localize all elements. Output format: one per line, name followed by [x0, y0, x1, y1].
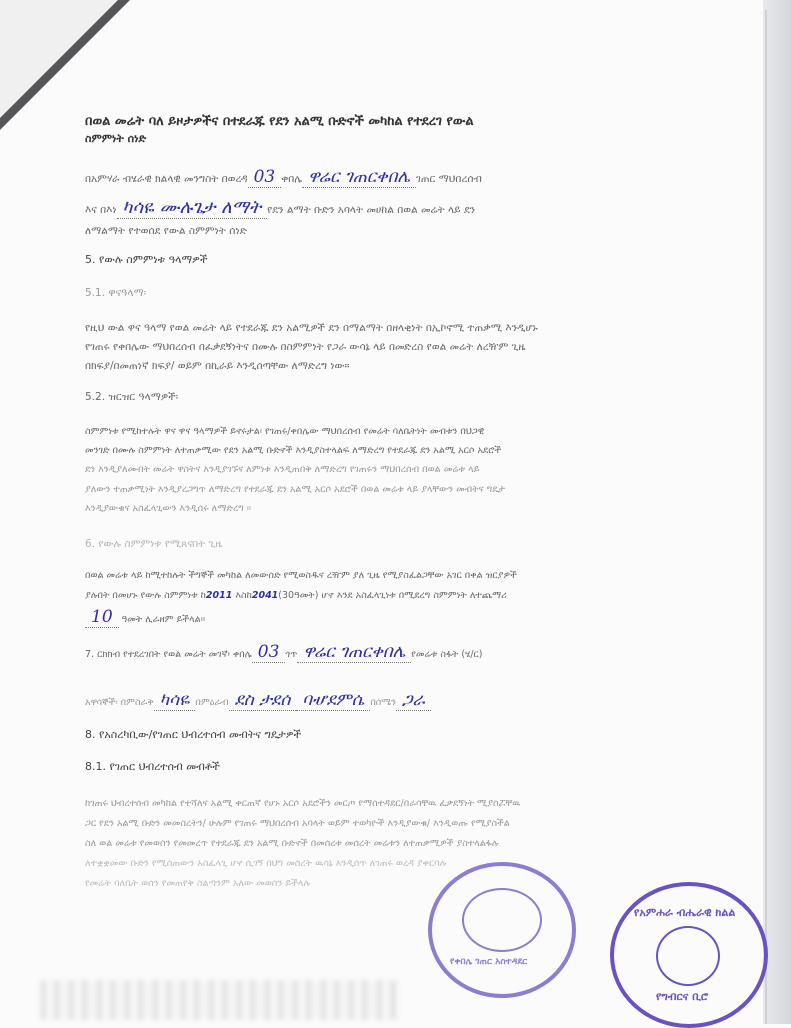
section7-line — [85, 642, 483, 662]
section5-2-paragraph-line: ያለውን ተጠቃሚነት እንዲያረጋግጥ ለማድረግ የተደራጁ ደን አልሚ አርሶ አደሮች በወል መሬቱ ላይ ያላቸውን መብትና ግዴታ — [85, 484, 506, 495]
section6-text: (30ዓመት) ሆኖ እንደ አስፈላጊነቱ በሚደረግ ስምምነት ለተጨማሪ — [278, 590, 507, 601]
north-boundary-handwritten: ባሇደምሴ — [296, 690, 370, 711]
section5-heading: 5. የውሉ ስምምነቱ ዓላማዎች — [85, 253, 208, 266]
section5-2-paragraph-line: ደን እንዲያለሙበት መሬት ዋስትና እንዲያገኙና ለምነቱ እንዲጠበቅ ለማድረግ የገጠሩን ማህበረሰብ በወል መሬቱ ላይ — [85, 464, 480, 475]
boundaries-line — [85, 690, 431, 710]
bleed-through-text — [40, 980, 400, 1020]
document-title-line1: በወል መሬት ባለ ይዞታዎችና በተደራጁ የደን አልሚ ቡድኖች መካከል የተደረገ የውል — [85, 114, 474, 129]
section6-text: እስከ — [235, 590, 252, 601]
page-edge-line — [765, 10, 767, 1024]
section5-1-paragraph-line: የዚህ ውል ዋና ዓላማ የወል መሬት ላይ የተደራጁ ደን አልሚዎች ደን በማልማት በዘላቂነት በኢኮኖሚ ተጠቃሚ እንዲሆኑ — [85, 322, 538, 334]
section8-heading: 8. የአስረካቢው/የገጠር ህብረተሰብ መብትና ግዴታዎች — [85, 728, 302, 741]
woreda-label: ወረዳ — [227, 173, 248, 185]
section6-text: ዓመት ሊራዘም ይችላል። — [121, 614, 206, 625]
document-title-line2: ስምምነት ሰነድ — [85, 132, 147, 145]
intro-line3: ለማልማት የተወሰደ የውል ስምምነት ሰነድ — [85, 225, 247, 237]
section8-paragraph-line: ስለ ወል መሬቱ የመወሰን የመመረጥ የተደራጁ ደን አልሚ ቡድኖች በመሰረቱ መሰረት መሬቱን ለተጠቃሚዎች ያስተላልፋሉ — [85, 838, 499, 849]
section7-label: 7. ርክክብ የተደረገበት የወል መሬት መገኛ፡ ቀበሌ — [85, 649, 252, 660]
kebele-label: ቀበሌ — [281, 173, 303, 185]
west-label: በምዕራብ — [195, 697, 229, 708]
section7-got-handwritten: ዋሬር ገጠርቀበሌ — [297, 642, 411, 663]
section8-paragraph-line: ለተቋቋመው ቡድን የሚሰጠውን አስፈላጊ ሆኖ ሲገኝ በህግ መሰረት ዉሳኔ እንዲሰጥ ለገጠሩ ወረዳ ያቀርባሉ — [85, 858, 447, 869]
section6-paragraph-line — [85, 607, 206, 627]
extension-years-handwritten: 10 — [85, 607, 119, 628]
kebele-stamp — [428, 862, 576, 998]
section8-paragraph-line: ጋር የደን አልሚ ቡድን መመስረትን/ ሁሉም የገጠሩ ማህበረሰብ አባላት ወይም ተወካዮች እንዲያውቁ/ እንዲወጡ የሚያስችል — [85, 818, 510, 829]
stamp-top-text: የአምሐራ ብሔራዊ ክልል — [634, 906, 736, 919]
intro-line1 — [85, 167, 482, 187]
kebele-handwritten: ዋሬር ገጠርቀበሌ — [302, 167, 416, 188]
section8-1-heading: 8.1. የገጠር ህብረተሰብ መብቶች — [85, 760, 220, 773]
got-label: ጎጥ — [285, 649, 298, 660]
section5-2-paragraph-line: እንዲያውቁና አስፈላጊውን እንዲሰሩ ለማድረግ ። — [85, 503, 252, 514]
section5-1-paragraph-line: በክፍያ/በመጠነኛ ክፍያ/ ወይም በኪራይ እንዲሰጣቸው ለማድረግ ነው። — [85, 360, 350, 372]
section8-paragraph-line: የመሬት ባለቤት ወሰን የመጠየቅ ስልጣንም አለው መወሰን ይችላሉ — [85, 878, 311, 889]
kebele-stamp-text: የቀበሌ ገጠር አስተዳደር — [450, 957, 528, 967]
from-year-handwritten: 2011 — [205, 590, 233, 601]
section6-heading: 6. የውሉ ስምምነቱ የሚጸናበት ጊዜ — [85, 538, 223, 550]
intro-line2 — [85, 197, 476, 218]
section6-paragraph-line: በወል መሬቱ ላይ ከሚተከሉት ችግኞች መካከል ለመውሰድ የሚወስዱና ረዥም ያለ ጊዜ የሚያስፈልጋቸው አገር በቀል ዝርያዎች — [85, 570, 517, 581]
folded-corner-paper — [0, 0, 118, 118]
agriculture-office-stamp — [610, 882, 768, 1028]
page-edge — [763, 0, 791, 1024]
section5-2-heading: 5.2. ዝርዝር ዓላማዎች፡ — [85, 391, 179, 403]
section5-1-paragraph-line: የገጠሩ የቀበሌው ማህበረሰብ በፈቃደኝነትና በሙሉ በስምምነት የጋራ ውሳኔ ላይ በመድረስ የወል መሬት ለረዥም ጊዜ — [85, 341, 526, 353]
section7-kebele-handwritten: 03 — [252, 642, 286, 663]
section6-paragraph-line — [85, 589, 507, 603]
stamp-bottom-text: የግብርና ቢሮ — [656, 990, 709, 1003]
intro-and-label: እና በእነ — [85, 204, 117, 216]
section5-1-heading: 5.1. ዋናዓላማ፡ — [85, 287, 147, 299]
area-label: የመሬቱ ስፋት (ሄ/ር) — [411, 649, 483, 660]
section5-2-paragraph-line: ስምምነቱ የሚከተሉት ዋና ዋና ዓላማዎች ይኖሩታል፡ የገጠሩ/ቀበሌው ማህበረሰብ የመሬት ባለቤትነት መብቱን በህጋዊ — [85, 426, 485, 437]
intro-group-text: የደን ልማት ቡድን አባላት መሀከል በወል መሬት ላይ ደን — [267, 204, 476, 216]
group-name-handwritten: ካሳዬ ሙሉጌታ ለማት — [117, 197, 268, 219]
east-boundary-handwritten: ካሳዬ — [154, 690, 196, 711]
west-boundary-handwritten: ደስ ታደሰ — [229, 690, 297, 711]
south-boundary-handwritten: ጋራ — [396, 690, 431, 711]
north-label: በሰሜን — [370, 697, 396, 708]
intro-region-text: በአምሃራ ብሄራዊ ክልላዊ መንግስት በ — [85, 173, 228, 185]
woreda-handwritten: 03 — [248, 167, 282, 188]
section6-text: ያሉበት በመሆኑ የውሉ ስምምነቱ ከ — [85, 590, 206, 601]
section8-paragraph-line: ከገጠሩ ህብረተሰብ መካከል የተሻለና አልሚ ቀርጠኛ የሆኑ አርሶ አደሮችን መርጦ የማሰተዳደር/በራሳቸዉ ፈቃደኝነት ሚያሰሯቸዉ — [85, 798, 521, 809]
community-label: ገጠር ማህበረሰብ — [416, 173, 482, 185]
to-year-handwritten: 2041 — [251, 590, 279, 601]
boundaries-label: አዋሳኞች፡ በምስራቅ — [85, 697, 154, 708]
section5-2-paragraph-line: መንገድ በሙሉ ስምምነት ለተጠቃሚው የደን አልሚ ቡድኖች እንዲያስተላልፍ ለማድረግ የተደራጁ ደን አልሚ አርሶ አደሮች — [85, 445, 502, 456]
